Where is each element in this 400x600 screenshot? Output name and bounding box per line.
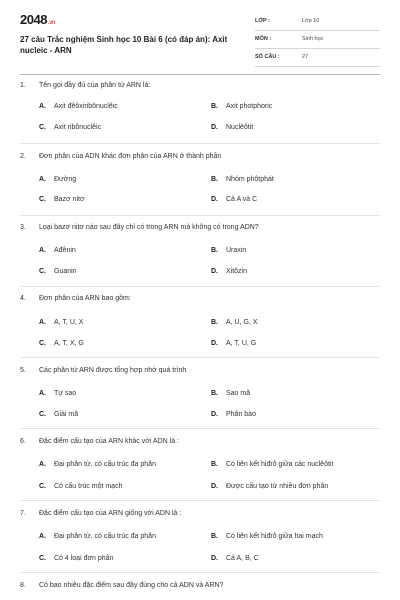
question-text: Đơn phân của ARN bao gồm: [39, 295, 131, 302]
option-c[interactable] [39, 268, 77, 275]
option-c[interactable] [39, 411, 78, 418]
option-text: Giải mã [54, 411, 79, 418]
option-text: Đường [54, 176, 77, 183]
option-b[interactable] [211, 533, 323, 540]
option-text: Được cấu tạo từ nhiều đơn phân [226, 483, 329, 490]
meta-row-count [255, 50, 380, 67]
question-divider [20, 357, 380, 358]
option-letter: B. [211, 533, 218, 540]
option-letter: B. [211, 247, 218, 254]
question-text: Loại bazơ nitơ nào sau đây chỉ có trong ARN mà không có trong ADN? [39, 224, 259, 231]
question-number: 3. [20, 224, 26, 231]
question-number: 8. [20, 582, 26, 589]
question-text: Đặc điểm cấu tạo của ARN khác với ADN là : [39, 438, 179, 445]
meta-label: MÔN : [255, 36, 272, 42]
meta-value: Lớp 10 [302, 18, 320, 24]
question-text: Đặc điểm cấu tạo của ARN giống với ADN là : [39, 510, 182, 517]
header-divider [20, 74, 380, 75]
option-d[interactable] [211, 196, 257, 203]
logo-text: 2048 [20, 12, 47, 27]
option-letter: D. [211, 196, 218, 203]
option-b[interactable] [211, 390, 250, 397]
option-letter: C. [39, 555, 46, 562]
option-text: Có liên kết hiđrô giữa hai mạch [226, 533, 323, 540]
option-a[interactable] [39, 390, 76, 397]
option-b[interactable] [211, 319, 258, 326]
option-a[interactable] [39, 176, 76, 183]
option-letter: D. [211, 483, 218, 490]
question-divider [20, 572, 380, 573]
option-letter: D. [211, 268, 218, 275]
option-text: Tự sao [54, 390, 77, 397]
site-logo[interactable] [20, 12, 55, 27]
question-number: 6. [20, 438, 26, 445]
document-title: 27 câu Trắc nghiệm Sinh học 10 Bài 6 (có đáp án): Axit nucleic - ARN [20, 35, 228, 55]
option-letter: A. [39, 176, 46, 183]
option-letter: B. [211, 319, 218, 326]
option-text: Uraxin [226, 247, 247, 254]
option-a[interactable] [39, 247, 76, 254]
option-text: Có cấu trúc một mạch [54, 483, 123, 490]
question-text: Tên gọi đầy đủ của phân tử ARN là: [39, 82, 151, 89]
option-a[interactable] [39, 319, 83, 326]
question-divider [20, 215, 380, 216]
option-b[interactable] [211, 176, 274, 183]
option-letter: A. [39, 533, 46, 540]
meta-label: LỚP : [255, 18, 270, 24]
question-number: 2. [20, 153, 26, 160]
option-letter: D. [211, 124, 218, 131]
option-c[interactable] [39, 483, 122, 490]
option-a[interactable] [39, 103, 118, 110]
question-text: Có bao nhiêu đặc điểm sau đây đúng cho cả ADN và ARN? [39, 582, 224, 589]
option-letter: B. [211, 461, 218, 468]
meta-value: 27 [302, 54, 309, 60]
question-text: Các phân tử ARN được tổng hợp nhờ quá trình [39, 367, 187, 374]
option-letter: D. [211, 555, 218, 562]
meta-row-grade [255, 14, 380, 31]
option-text: Axit đêôxiribônuclêic [54, 103, 118, 110]
option-c[interactable] [39, 340, 84, 347]
option-text: Nuclêôtit [226, 124, 254, 131]
option-letter: C. [39, 268, 46, 275]
meta-row-subject [255, 32, 380, 49]
question-divider [20, 286, 380, 287]
option-text: Xitôzin [226, 268, 248, 275]
option-letter: C. [39, 411, 46, 418]
question-divider [20, 428, 380, 429]
option-letter: A. [39, 319, 46, 326]
option-d[interactable] [211, 555, 259, 562]
option-text: A, U, G, X [226, 319, 258, 326]
question-number: 7. [20, 510, 26, 517]
option-letter: B. [211, 176, 218, 183]
option-text: Đại phân tử, có cấu trúc đa phân [54, 533, 156, 540]
option-text: Axit photphoric [226, 103, 273, 110]
question-number: 1. [20, 82, 26, 89]
option-text: Sao mã [226, 390, 251, 397]
option-letter: A. [39, 390, 46, 397]
option-d[interactable] [211, 268, 247, 275]
option-letter: A. [39, 247, 46, 254]
option-c[interactable] [39, 555, 113, 562]
option-b[interactable] [211, 461, 333, 468]
option-letter: C. [39, 340, 46, 347]
option-a[interactable] [39, 533, 156, 540]
question-text: Đơn phân của ADN khác đơn phân của ARN ở thành phần [39, 153, 222, 160]
option-b[interactable] [211, 103, 272, 110]
option-text: Axit ribônuclêic [54, 124, 102, 131]
option-b[interactable] [211, 247, 246, 254]
meta-value: Sinh học [302, 36, 324, 42]
question-divider [20, 500, 380, 501]
option-text: A, T, U, X [54, 319, 84, 326]
option-text: Có 4 loại đơn phân [54, 555, 114, 562]
option-letter: A. [39, 103, 46, 110]
question-divider [20, 143, 380, 144]
option-text: Bazơ nitơ [54, 196, 85, 203]
option-letter: C. [39, 483, 46, 490]
document-meta [255, 14, 380, 68]
option-text: A, T, X, G [54, 340, 84, 347]
document-header [20, 8, 380, 68]
option-letter: A. [39, 461, 46, 468]
option-letter: B. [211, 103, 218, 110]
option-letter: C. [39, 124, 46, 131]
option-d[interactable] [211, 411, 256, 418]
option-letter: C. [39, 196, 46, 203]
meta-label: SỐ CÂU : [255, 54, 280, 60]
option-d[interactable] [211, 124, 253, 131]
option-a[interactable] [39, 461, 156, 468]
option-c[interactable] [39, 124, 101, 131]
option-text: Có liên kết hiđrô giữa các nuclêôtit [226, 461, 334, 468]
option-letter: B. [211, 390, 218, 397]
option-text: Nhóm phôtphát [226, 176, 274, 183]
option-text: Cả A, B, C [226, 555, 259, 562]
option-c[interactable] [39, 196, 85, 203]
logo-suffix: .vn [47, 20, 56, 26]
option-text: Cả A và C [226, 196, 258, 203]
option-d[interactable] [211, 340, 256, 347]
option-text: Ađênin [54, 247, 76, 254]
option-text: Đại phân tử, có cấu trúc đa phân [54, 461, 156, 468]
option-text: Phân bào [226, 411, 256, 418]
question-number: 4. [20, 295, 26, 302]
option-text: A, T, U, G [226, 340, 257, 347]
option-letter: D. [211, 411, 218, 418]
option-letter: D. [211, 340, 218, 347]
question-number: 5. [20, 367, 26, 374]
option-text: Guanin [54, 268, 77, 275]
option-d[interactable] [211, 483, 328, 490]
